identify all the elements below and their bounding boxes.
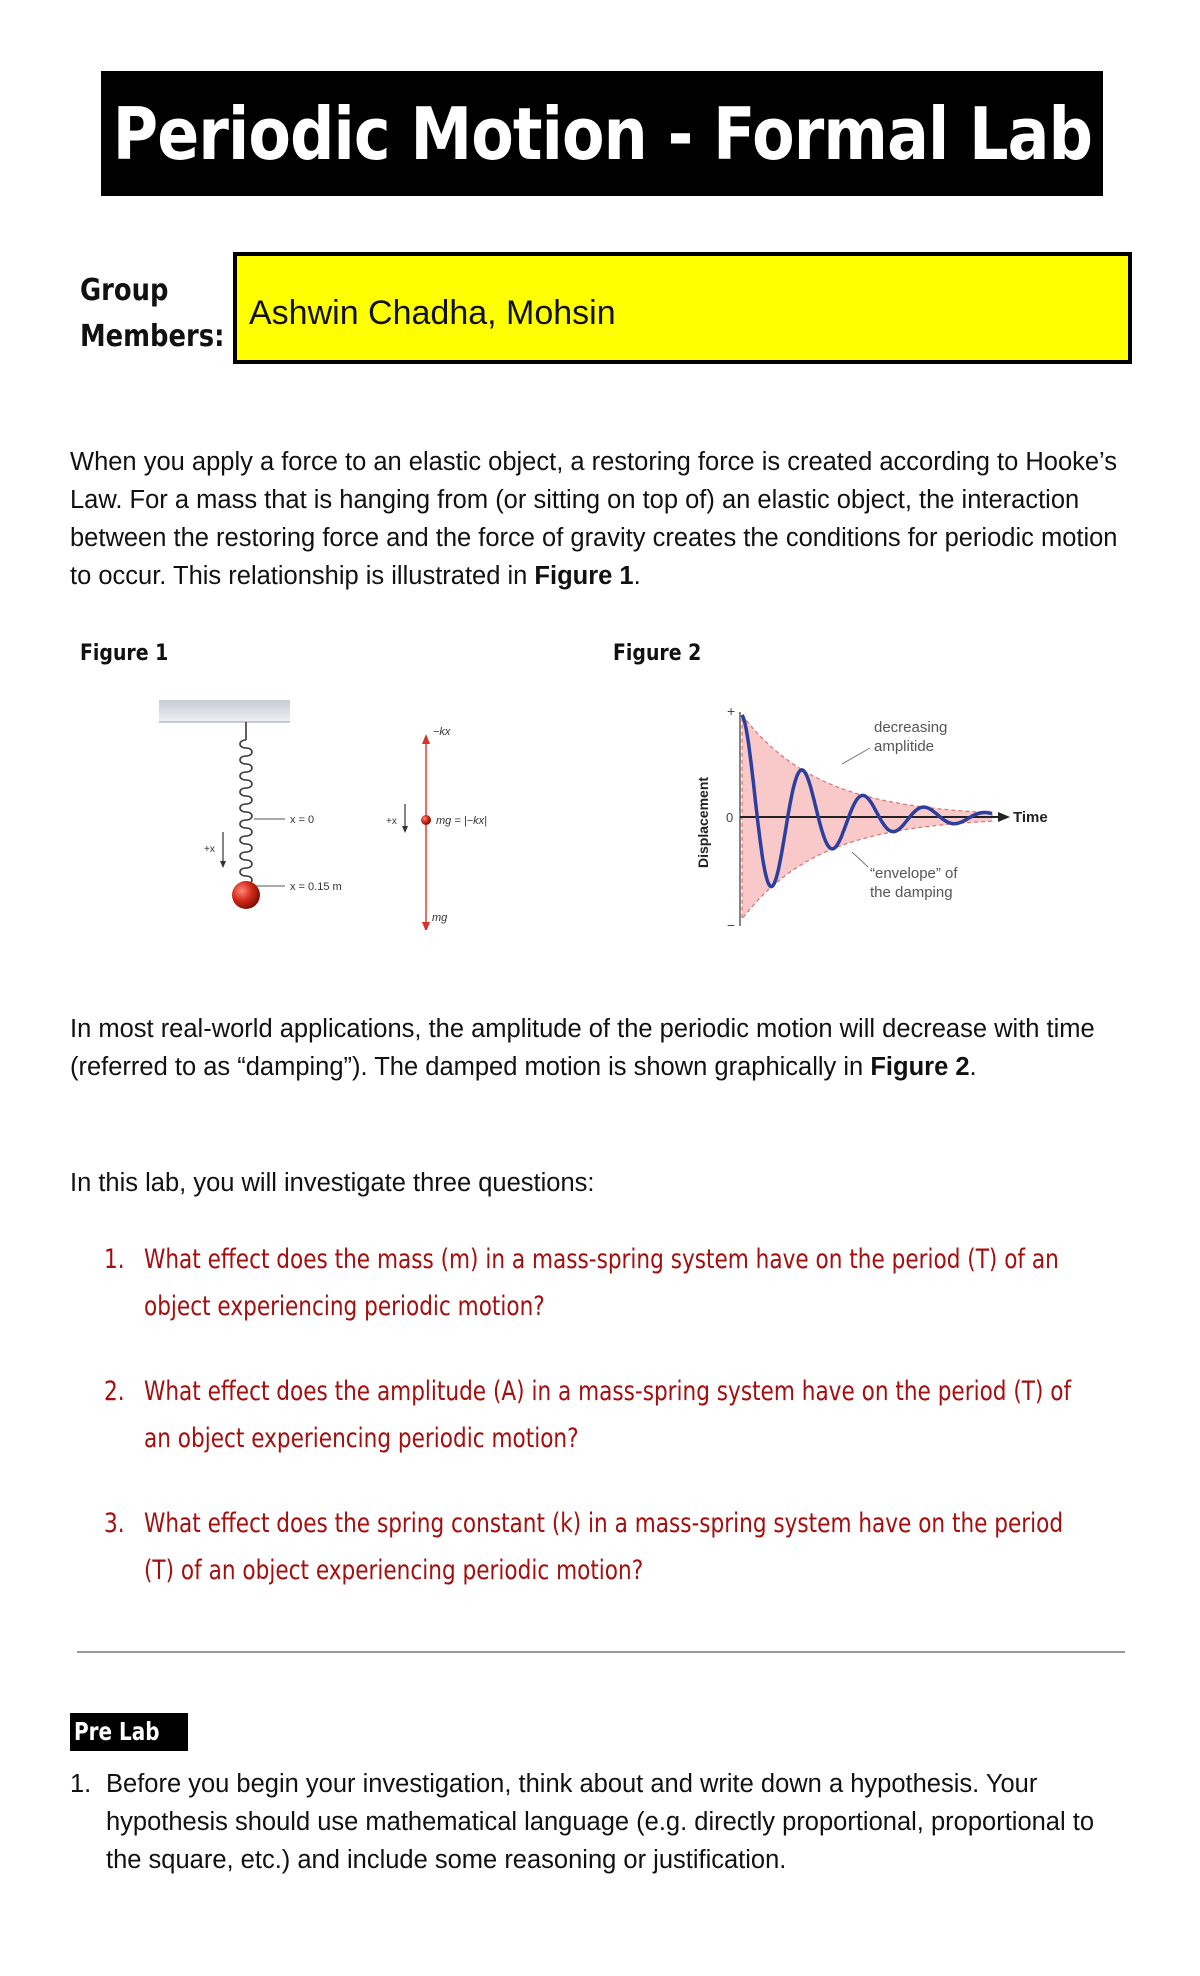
time-label: Time	[1013, 809, 1048, 826]
prelab-heading	[70, 1713, 188, 1751]
mg-label: mg	[432, 912, 448, 924]
envelope-label-line1: “envelope” of	[870, 865, 958, 882]
intro-end: .	[633, 562, 641, 590]
ceiling-support	[159, 700, 290, 722]
decreasing-label-line1: decreasing	[874, 719, 948, 736]
decreasing-leader-line	[842, 748, 870, 764]
axis-zero-label: 0	[726, 810, 734, 825]
damping-text: In most real-world applications, the amplitude of the periodic motion will decrease with time (referred to as “damping”). The damped motion is shown graphically in	[70, 1015, 1095, 1081]
figure1-diagram	[150, 700, 530, 930]
restoring-force-arrowhead	[422, 734, 430, 744]
decreasing-label-line2: amplitide	[874, 738, 935, 755]
page-title: Periodic Motion - Formal Lab	[112, 91, 1092, 176]
time-axis-arrowhead	[998, 812, 1010, 822]
group-members-label	[80, 268, 224, 360]
figure2-label: Figure 2	[613, 641, 702, 666]
prelab-item-number: 1.	[70, 1770, 92, 1798]
group-members-value: Ashwin Chadha, Mohsin	[249, 294, 616, 332]
gravity-force-arrowhead	[422, 922, 430, 930]
y-axis-label: Displacement	[695, 776, 711, 868]
prelab-heading-text: Pre Lab	[74, 1717, 160, 1746]
spring-coil	[240, 722, 252, 884]
envelope-label-line2: the damping	[870, 884, 953, 901]
group-label-line1: Group	[80, 273, 169, 308]
research-questions-list	[104, 1236, 1104, 1632]
axis-minus-label: −	[727, 917, 736, 933]
damping-figure-ref: Figure 2	[870, 1053, 970, 1081]
group-members-field[interactable]	[233, 252, 1132, 364]
question-number: 2.	[104, 1376, 125, 1407]
prelab-item-text: Before you begin your investigation, think about and write down a hypothesis. Your hypothesis should use mathematical language (e.g. directly proportional, proportional to the square, etc.) and include some reasoning or justification.	[106, 1770, 1095, 1874]
intro-text: When you apply a force to an elastic object, a restoring force is created according to Hooke’s Law. For a mass that is hanging from (or sitting on top of) an elastic object, the interaction between the restoring force and the force of gravity creates the conditions for periodic motion to occur. This relationship is illustrated in	[70, 448, 1118, 590]
investigate-intro: In this lab, you will investigate three questions:	[70, 1169, 595, 1197]
mg-equals-label: mg = |−kx|	[436, 815, 487, 827]
envelope-leader-line	[852, 852, 868, 867]
question-item	[104, 1368, 1104, 1462]
x0-label: x = 0	[290, 814, 315, 826]
section-divider	[77, 1651, 1125, 1653]
plus-x-label-left: +x	[204, 844, 215, 855]
neg-kx-label: −kx	[433, 726, 451, 738]
x015-label: x = 0.15 m	[290, 881, 342, 893]
hanging-mass	[232, 881, 260, 909]
damping-end: .	[969, 1053, 977, 1081]
prelab-list	[70, 1765, 1130, 1879]
prelab-item	[70, 1765, 1130, 1879]
figure1-label: Figure 1	[80, 641, 169, 666]
intro-paragraph	[70, 443, 1130, 595]
question-text: What effect does the mass (m) in a mass-spring system have on the period (T) of an object experiencing periodic motion?	[144, 1244, 1059, 1322]
force-diagram-mass	[421, 815, 431, 825]
intro-figure-ref: Figure 1	[534, 562, 634, 590]
question-number: 3.	[104, 1508, 125, 1539]
question-item	[104, 1500, 1104, 1594]
figure2-diagram	[680, 698, 1050, 938]
damping-paragraph	[70, 1010, 1130, 1086]
axis-plus-label: +	[727, 703, 736, 719]
question-text: What effect does the spring constant (k) in a mass-spring system have on the period (T) of an object experiencing periodic motion?	[144, 1508, 1064, 1586]
question-number: 1.	[104, 1244, 125, 1275]
group-label-line2: Members:	[80, 319, 225, 354]
question-text: What effect does the amplitude (A) in a mass-spring system have on the period (T) of an object experiencing periodic motion?	[144, 1376, 1072, 1454]
title-banner	[101, 71, 1103, 196]
question-item	[104, 1236, 1104, 1330]
plus-x-label-right: +x	[386, 816, 397, 827]
